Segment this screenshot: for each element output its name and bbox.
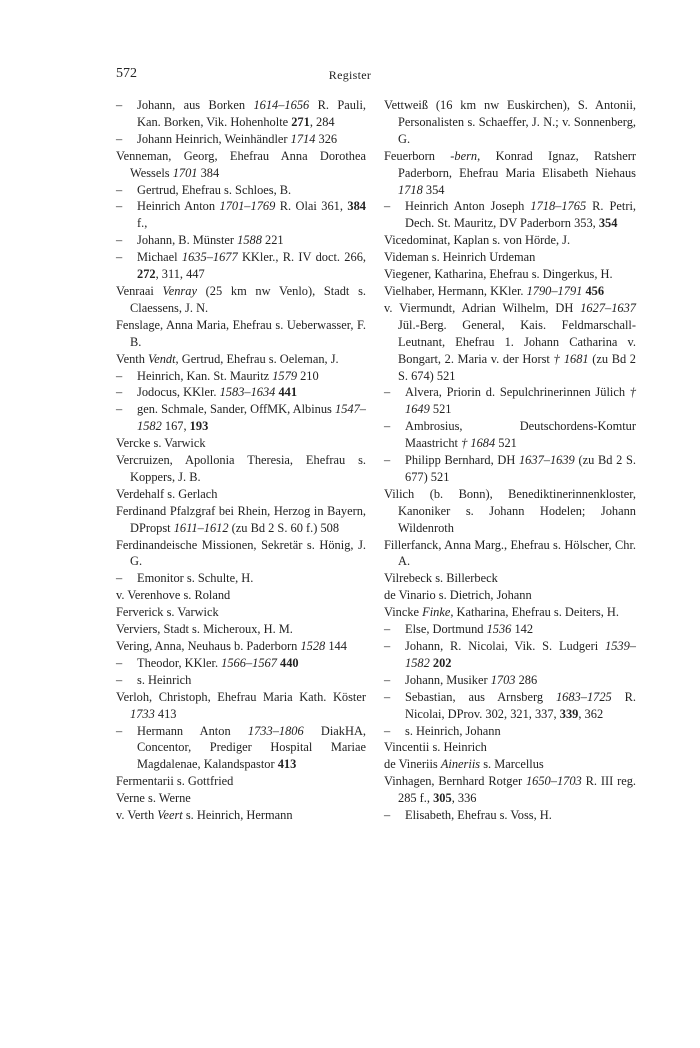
- index-subentry: – Philipp Bernhard, DH 1637–1639 (zu Bd 2 S. 677) 521: [384, 452, 636, 486]
- index-entry: Vilich (b. Bonn), Benediktinerinnenkloster, Kanoniker s. Johann Hodelen; Johann Wildenroth: [384, 486, 636, 535]
- index-entry: de Vinario s. Dietrich, Johann: [384, 588, 532, 603]
- index-entry: v. Viermundt, Adrian Wilhelm, DH 1627–1637 Jül.-Berg. General, Kais. Feldmarschall-Leutnant, Ehefrau 1. Johann Catharina v. Bongart, 2. Maria v. der Horst † 1681 (zu Bd 2 S. 674) 521: [384, 300, 636, 383]
- index-entry: Videman s. Heinrich Urdeman: [384, 250, 536, 265]
- index-entry: Ferdinandeische Missionen, Sekretär s. Hönig, J. G.: [116, 537, 366, 569]
- index-subentry: – Theodor, KKler. 1566–1567 440: [116, 655, 366, 672]
- index-entry: Verne s. Werne: [116, 791, 191, 806]
- index-entry: Fermentarii s. Gottfried: [116, 774, 234, 789]
- index-entry: Vinhagen, Bernhard Rotger 1650–1703 R. III reg. 285 f., 305, 336: [384, 774, 636, 806]
- index-subentry: – gen. Schmale, Sander, OffMK, Albinus 1547–1582 167, 193: [116, 401, 366, 435]
- index-entry: Viegener, Katharina, Ehefrau s. Dingerkus, H.: [384, 267, 613, 282]
- index-entry: Vercke s. Varwick: [116, 436, 206, 451]
- running-title: Register: [328, 68, 372, 82]
- index-entry: Verdehalf s. Gerlach: [116, 486, 218, 501]
- index-subentry: – Sebastian, aus Arnsberg 1683–1725 R. Nicolai, DProv. 302, 321, 337, 339, 362: [384, 689, 636, 723]
- index-subentry: – Emonitor s. Schulte, H.: [116, 570, 366, 587]
- index-entry: v. Verenhove s. Roland: [116, 588, 231, 603]
- index-entry: Vincentii s. Heinrich: [384, 740, 487, 755]
- index-subentry: – Johann Heinrich, Weinhändler 1714 326: [116, 131, 366, 148]
- index-entry: Ferdinand Pfalzgraf bei Rhein, Herzog in Bayern, DPropst 1611–1612 (zu Bd 2 S. 60 f.) 508: [116, 503, 366, 535]
- index-entry: v. Verth Veert s. Heinrich, Hermann: [116, 808, 293, 823]
- index-entry: Fenslage, Anna Maria, Ehefrau s. Ueberwasser, F. B.: [116, 317, 366, 349]
- index-subentry: – Michael 1635–1677 KKler., R. IV doct. 266, 272, 311, 447: [116, 249, 366, 283]
- index-entry: Venth Vendt, Gertrud, Ehefrau s. Oeleman, J.: [116, 351, 339, 366]
- index-entry: Fillerfanck, Anna Marg., Ehefrau s. Hölscher, Chr. A.: [384, 537, 636, 569]
- index-entry: Vielhaber, Hermann, KKler. 1790–1791 456: [384, 283, 605, 298]
- index-subentry: – Elisabeth, Ehefrau s. Voss, H.: [384, 807, 636, 824]
- index-entry: Verviers, Stadt s. Micheroux, H. M.: [116, 622, 293, 637]
- index-entry: Vicedominat, Kaplan s. von Hörde, J.: [384, 233, 571, 248]
- index-column-left: [116, 97, 366, 824]
- index-subentry: – Alvera, Priorin d. Sepulchrinerinnen Jülich † 1649 521: [384, 384, 636, 418]
- index-subentry: – Ambrosius, Deutschordens-Komtur Maastricht † 1684 521: [384, 418, 636, 452]
- index-entry: Vercruizen, Apollonia Theresia, Ehefrau s. Koppers, J. B.: [116, 453, 366, 484]
- index-entry: Vering, Anna, Neuhaus b. Paderborn 1528 144: [116, 639, 347, 653]
- index-entry: Ferverick s. Varwick: [116, 605, 219, 620]
- index-entry: de Vineriis Aineriis s. Marcellus: [384, 757, 544, 772]
- index-subentry: – Johann, aus Borken 1614–1656 R. Pauli, Kan. Borken, Vik. Hohenholte 271, 284: [116, 97, 366, 131]
- index-subentry: – s. Heinrich: [116, 672, 366, 689]
- index-subentry: – Heinrich, Kan. St. Mauritz 1579 210: [116, 368, 366, 385]
- index-subentry: – Gertrud, Ehefrau s. Schloes, B.: [116, 182, 366, 199]
- index-subentry: – Jodocus, KKler. 1583–1634 441: [116, 384, 366, 401]
- index-subentry: – Johann, Musiker 1703 286: [384, 672, 636, 689]
- index-subentry: – Hermann Anton 1733–1806 DiakHA, Concentor, Prediger Hospital Mariae Magdalenae, Kalandspastor 413: [116, 723, 366, 774]
- page-number: 572: [116, 66, 137, 81]
- index-subentry: – Johann, R. Nicolai, Vik. S. Ludgeri 1539–1582 202: [384, 638, 636, 672]
- index-subentry: – Johann, B. Münster 1588 221: [116, 232, 366, 249]
- index-entry: Feuerborn -bern, Konrad Ignaz, Ratsherr Paderborn, Ehefrau Maria Elisabeth Niehaus 1718 354: [384, 148, 637, 197]
- index-entry: Verloh, Christoph, Ehefrau Maria Kath. Köster 1733 413: [116, 689, 366, 721]
- index-subentry: – Heinrich Anton 1701–1769 R. Olai 361, 384 f.,: [116, 198, 366, 232]
- index-subentry: – s. Heinrich, Johann: [384, 723, 636, 740]
- index-entry: Venneman, Georg, Ehefrau Anna Dorothea Wessels 1701 384: [116, 148, 366, 180]
- index-entry: Vettweiß (16 km nw Euskirchen), S. Antonii, Personalisten s. Schaeffer, J. N.; v. Sonnenberg, G.: [384, 98, 636, 146]
- index-subentry: – Else, Dortmund 1536 142: [384, 621, 636, 638]
- index-column-right: [384, 97, 636, 824]
- index-entry: Venraai Venray (25 km nw Venlo), Stadt s. Claessens, J. N.: [116, 283, 366, 315]
- index-subentry: – Heinrich Anton Joseph 1718–1765 R. Petri, Dech. St. Mauritz, DV Paderborn 353, 354: [384, 198, 636, 232]
- index-entry: Vincke Finke, Katharina, Ehefrau s. Deiters, H.: [384, 605, 619, 620]
- index-entry: Vilrebeck s. Billerbeck: [384, 571, 498, 586]
